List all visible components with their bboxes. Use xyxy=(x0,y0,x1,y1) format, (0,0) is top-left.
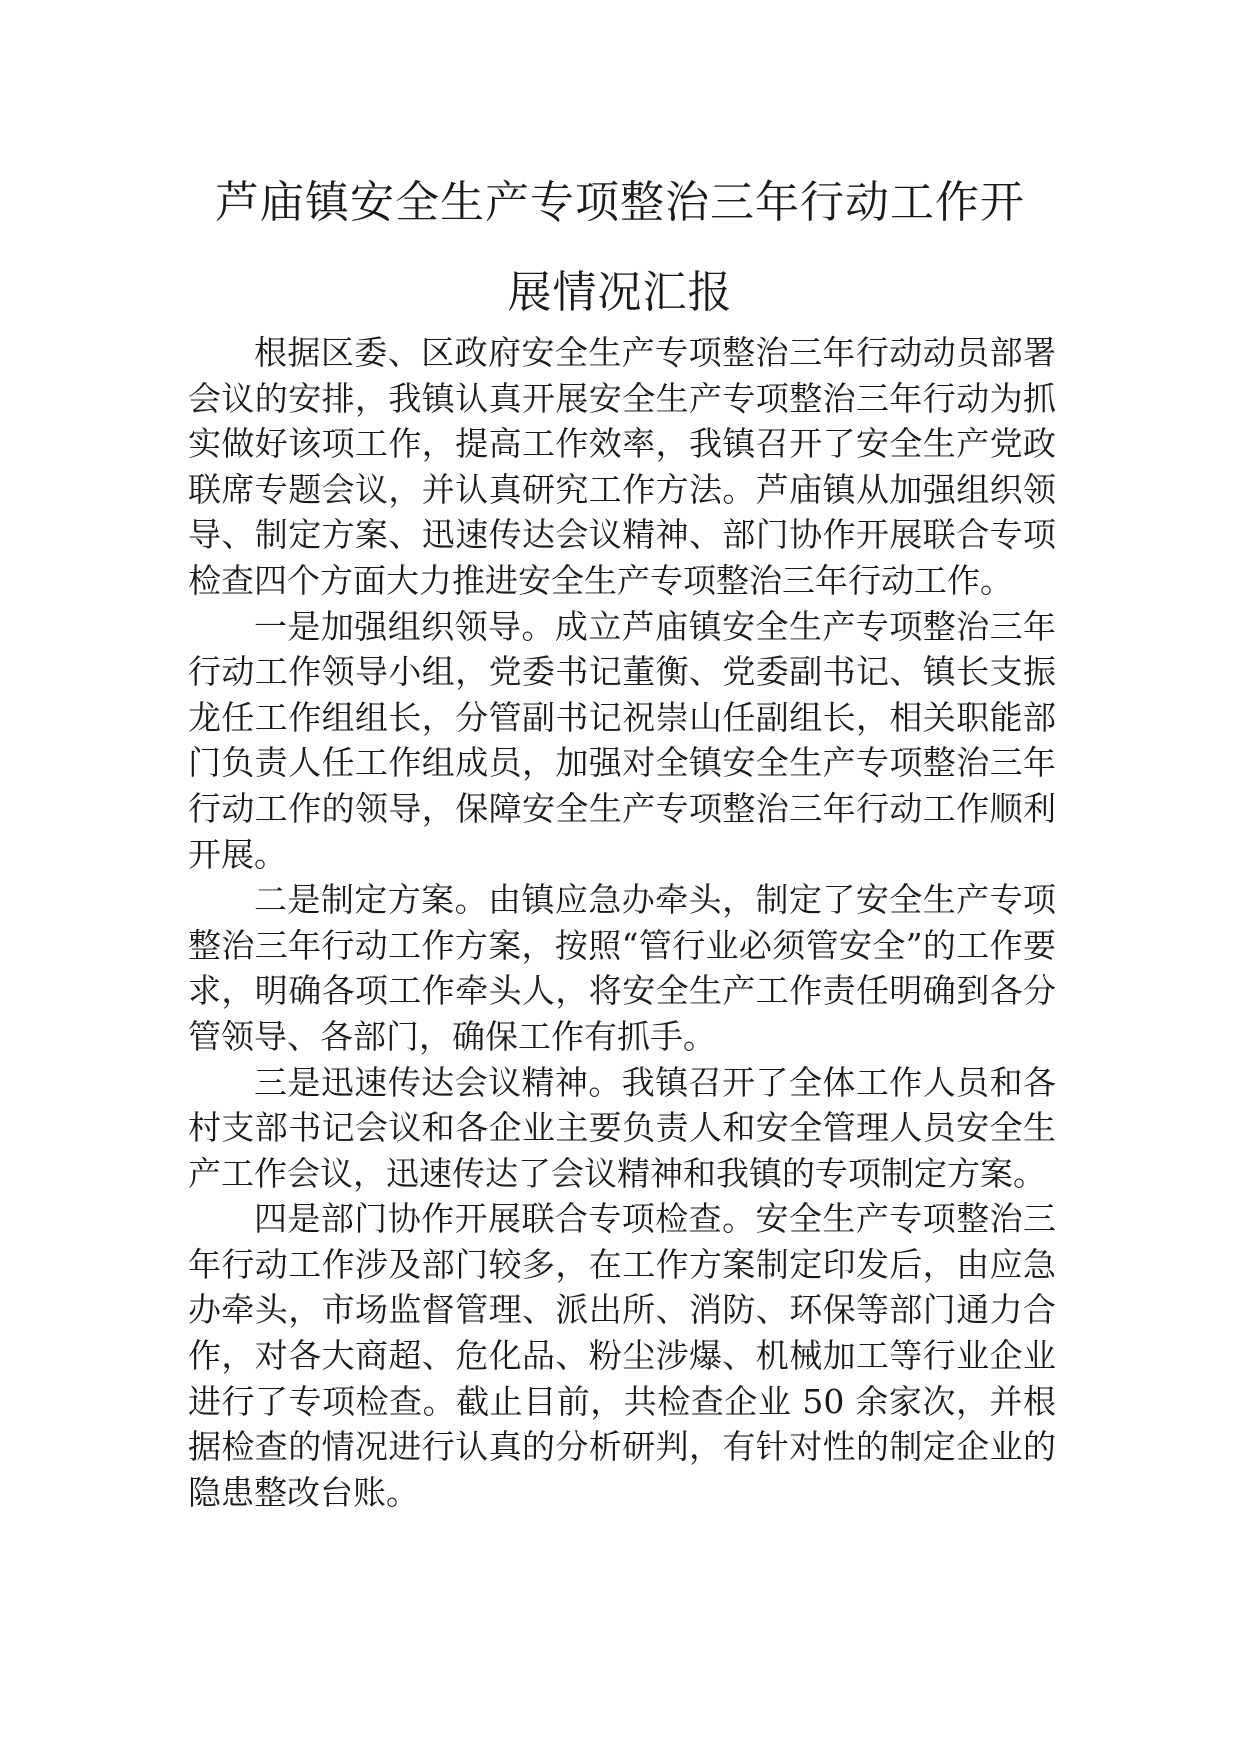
document-body xyxy=(188,330,1056,1515)
document-title-line-2: 展情况汇报 xyxy=(507,267,733,318)
paragraph-meeting-communication: 三是迅速传达会议精神。我镇召开了全体工作人员和各村支部书记会议和各企业主要负责人和安全管理人员安全生产工作会议，迅速传达了会议精神和我镇的专项制定方案。 xyxy=(188,1062,1056,1193)
paragraph-work-plan: 二是制定方案。由镇应急办牵头，制定了安全生产专项整治三年行动工作方案，按照“管行业必须管安全”的工作要求，明确各项工作牵头人，将安全生产工作责任明确到各分管领导、各部门，确保工作有抓手。 xyxy=(188,880,1056,1056)
document-title-line-1: 芦庙镇安全生产专项整治三年行动工作开 xyxy=(215,177,1025,228)
paragraph-organization-leadership: 一是加强组织领导。成立芦庙镇安全生产专项整治三年行动工作领导小组，党委书记董衡、党委副书记、镇长支振龙任工作组组长，分管副书记祝崇山任副组长，相关职能部门负责人任工作组成员，加强对全镇安全生产专项整治三年行动工作的领导，保障安全生产专项整治三年行动工作顺利开展。 xyxy=(188,606,1056,874)
paragraph-intro: 根据区委、区政府安全生产专项整治三年行动动员部署会议的安排，我镇认真开展安全生产专项整治三年行动为抓实做好该项工作，提高工作效率，我镇召开了安全生产党政联席专题会议，并认真研究工作方法。芦庙镇从加强组织领导、制定方案、迅速传达会议精神、部门协作开展联合专项检查四个方面大力推进安全生产专项整治三年行动工作。 xyxy=(188,333,1056,600)
paragraph-joint-inspection: 四是部门协作开展联合专项检查。安全生产专项整治三年行动工作涉及部门较多，在工作方案制定印发后，由应急办牵头，市场监督管理、派出所、消防、环保等部门通力合作，对各大商超、危化品、粉尘涉爆、机械加工等行业企业进行了专项检查。截止目前，共检查企业 50 余家次，并根据检查的情况进行认真的分析研判，有针对性的制定企业的隐患整改台账。 xyxy=(188,1199,1056,1512)
